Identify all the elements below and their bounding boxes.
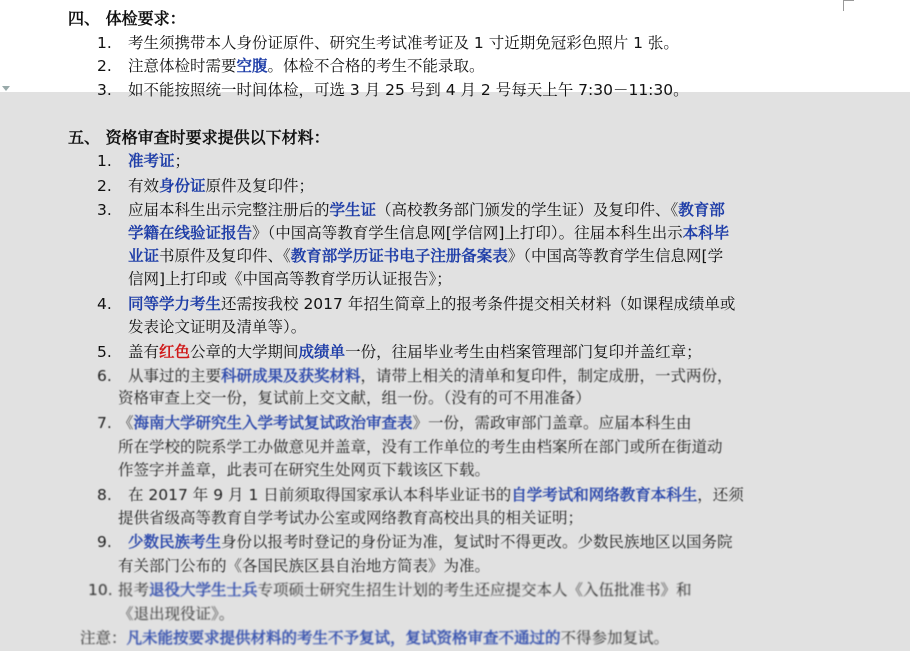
list-item: 同等学力考生还需按我校 2017 年招生简章上的报考条件提交相关材料（如课程成绩单或	[128, 295, 736, 313]
list-item-continuation: 所在学校的院系学工办做意见并盖章，没有工作单位的考生由档案所在部门或所在街道动	[118, 438, 723, 456]
list-item: 有效身份证原件及复印件；	[128, 177, 315, 195]
list-item-number: 5.	[97, 343, 112, 361]
list-item-number: 3.	[97, 81, 112, 99]
list-item: 报考退役大学生士兵专项硕士研究生招生计划的考生还应提交本人《入伍批准书》和	[118, 581, 692, 599]
list-item: 《海南大学研究生入学考试复试政治审查表》一份，需政审部门盖章。应届本科生由	[118, 414, 692, 432]
list-item-number: 7.	[97, 414, 112, 432]
list-item-number: 1.	[97, 152, 112, 170]
list-item-continuation: 信网]上打印或《中国高等教育学历认证报告》；	[128, 270, 452, 288]
list-item-continuation: 提供省级高等教育自学考试办公室或网络教育高校出具的相关证明；	[118, 509, 584, 527]
section-4-heading: 四、 体检要求：	[68, 9, 186, 28]
list-item: 注意体检时需要空腹。体检不合格的考生不能录取。	[128, 57, 485, 75]
list-item-continuation: 业证书原件及复印件、《教育部学历证书电子注册备案表》（中国高等教育学生信息网[学	[128, 247, 724, 265]
list-item-number: 2.	[97, 57, 112, 75]
list-item: 准考证；	[128, 152, 191, 170]
list-item-number: 6.	[97, 367, 112, 385]
section-5-heading: 五、 资格审查时要求提供以下材料：	[68, 128, 330, 147]
list-item-number: 10.	[88, 581, 113, 599]
list-item: 如不能按照统一时间体检，可选 3 月 25 号到 4 月 2 号每天上午 7:30－11:30。	[128, 81, 689, 99]
list-item: 从事过的主要科研成果及获奖材料，请带上相关的清单和复印件，制定成册，一式两份，	[128, 367, 733, 385]
list-item-number: 8.	[97, 486, 112, 504]
list-item-continuation: 学籍在线验证报告》（中国高等教育学生信息网[学信网]上打印）。往届本科生出示本科毕	[128, 224, 730, 242]
list-item: 少数民族考生身份以报考时登记的身份证为准，复试时不得更改。少数民族地区以国务院	[128, 533, 733, 551]
list-item-number: 3.	[97, 201, 112, 219]
list-item-continuation: 作签字并盖章，此表可在研究生处网页下载该区下载。	[118, 461, 491, 479]
list-item-continuation: 资格审查上交一份，复试前上交文献，组一份。（没有的可不用准备）	[118, 389, 591, 407]
list-item-number: 1.	[97, 34, 112, 52]
list-item: 盖有红色公章的大学期间成绩单一份，往届毕业考生由档案管理部门复印并盖红章；	[128, 343, 702, 361]
list-item: 应届本科生出示完整注册后的学生证（高校教务部门颁发的学生证）及复印件、《教育部	[128, 201, 725, 219]
list-item: 在 2017 年 9 月 1 日前须取得国家承认本科毕业证书的自学考试和网络教育本科生，还须	[128, 486, 744, 504]
list-item-continuation: 发表论文证明及清单等）。	[128, 318, 307, 336]
note-line: 注意：凡未能按要求提供材料的考生不予复试，复试资格审查不通过的不得参加复试。	[80, 629, 670, 647]
list-item-number: 9.	[97, 533, 112, 551]
list-item-continuation: 《退出现役证》。	[118, 605, 235, 623]
list-item: 考生须携带本人身份证原件、研究生考试准考证及 1 寸近期免冠彩色照片 1 张。	[128, 34, 679, 52]
list-item-continuation: 有关部门公布的《各国民族区县自治地方简表》为准。	[118, 557, 491, 575]
list-item-number: 2.	[97, 177, 112, 195]
list-item-number: 4.	[97, 295, 112, 313]
